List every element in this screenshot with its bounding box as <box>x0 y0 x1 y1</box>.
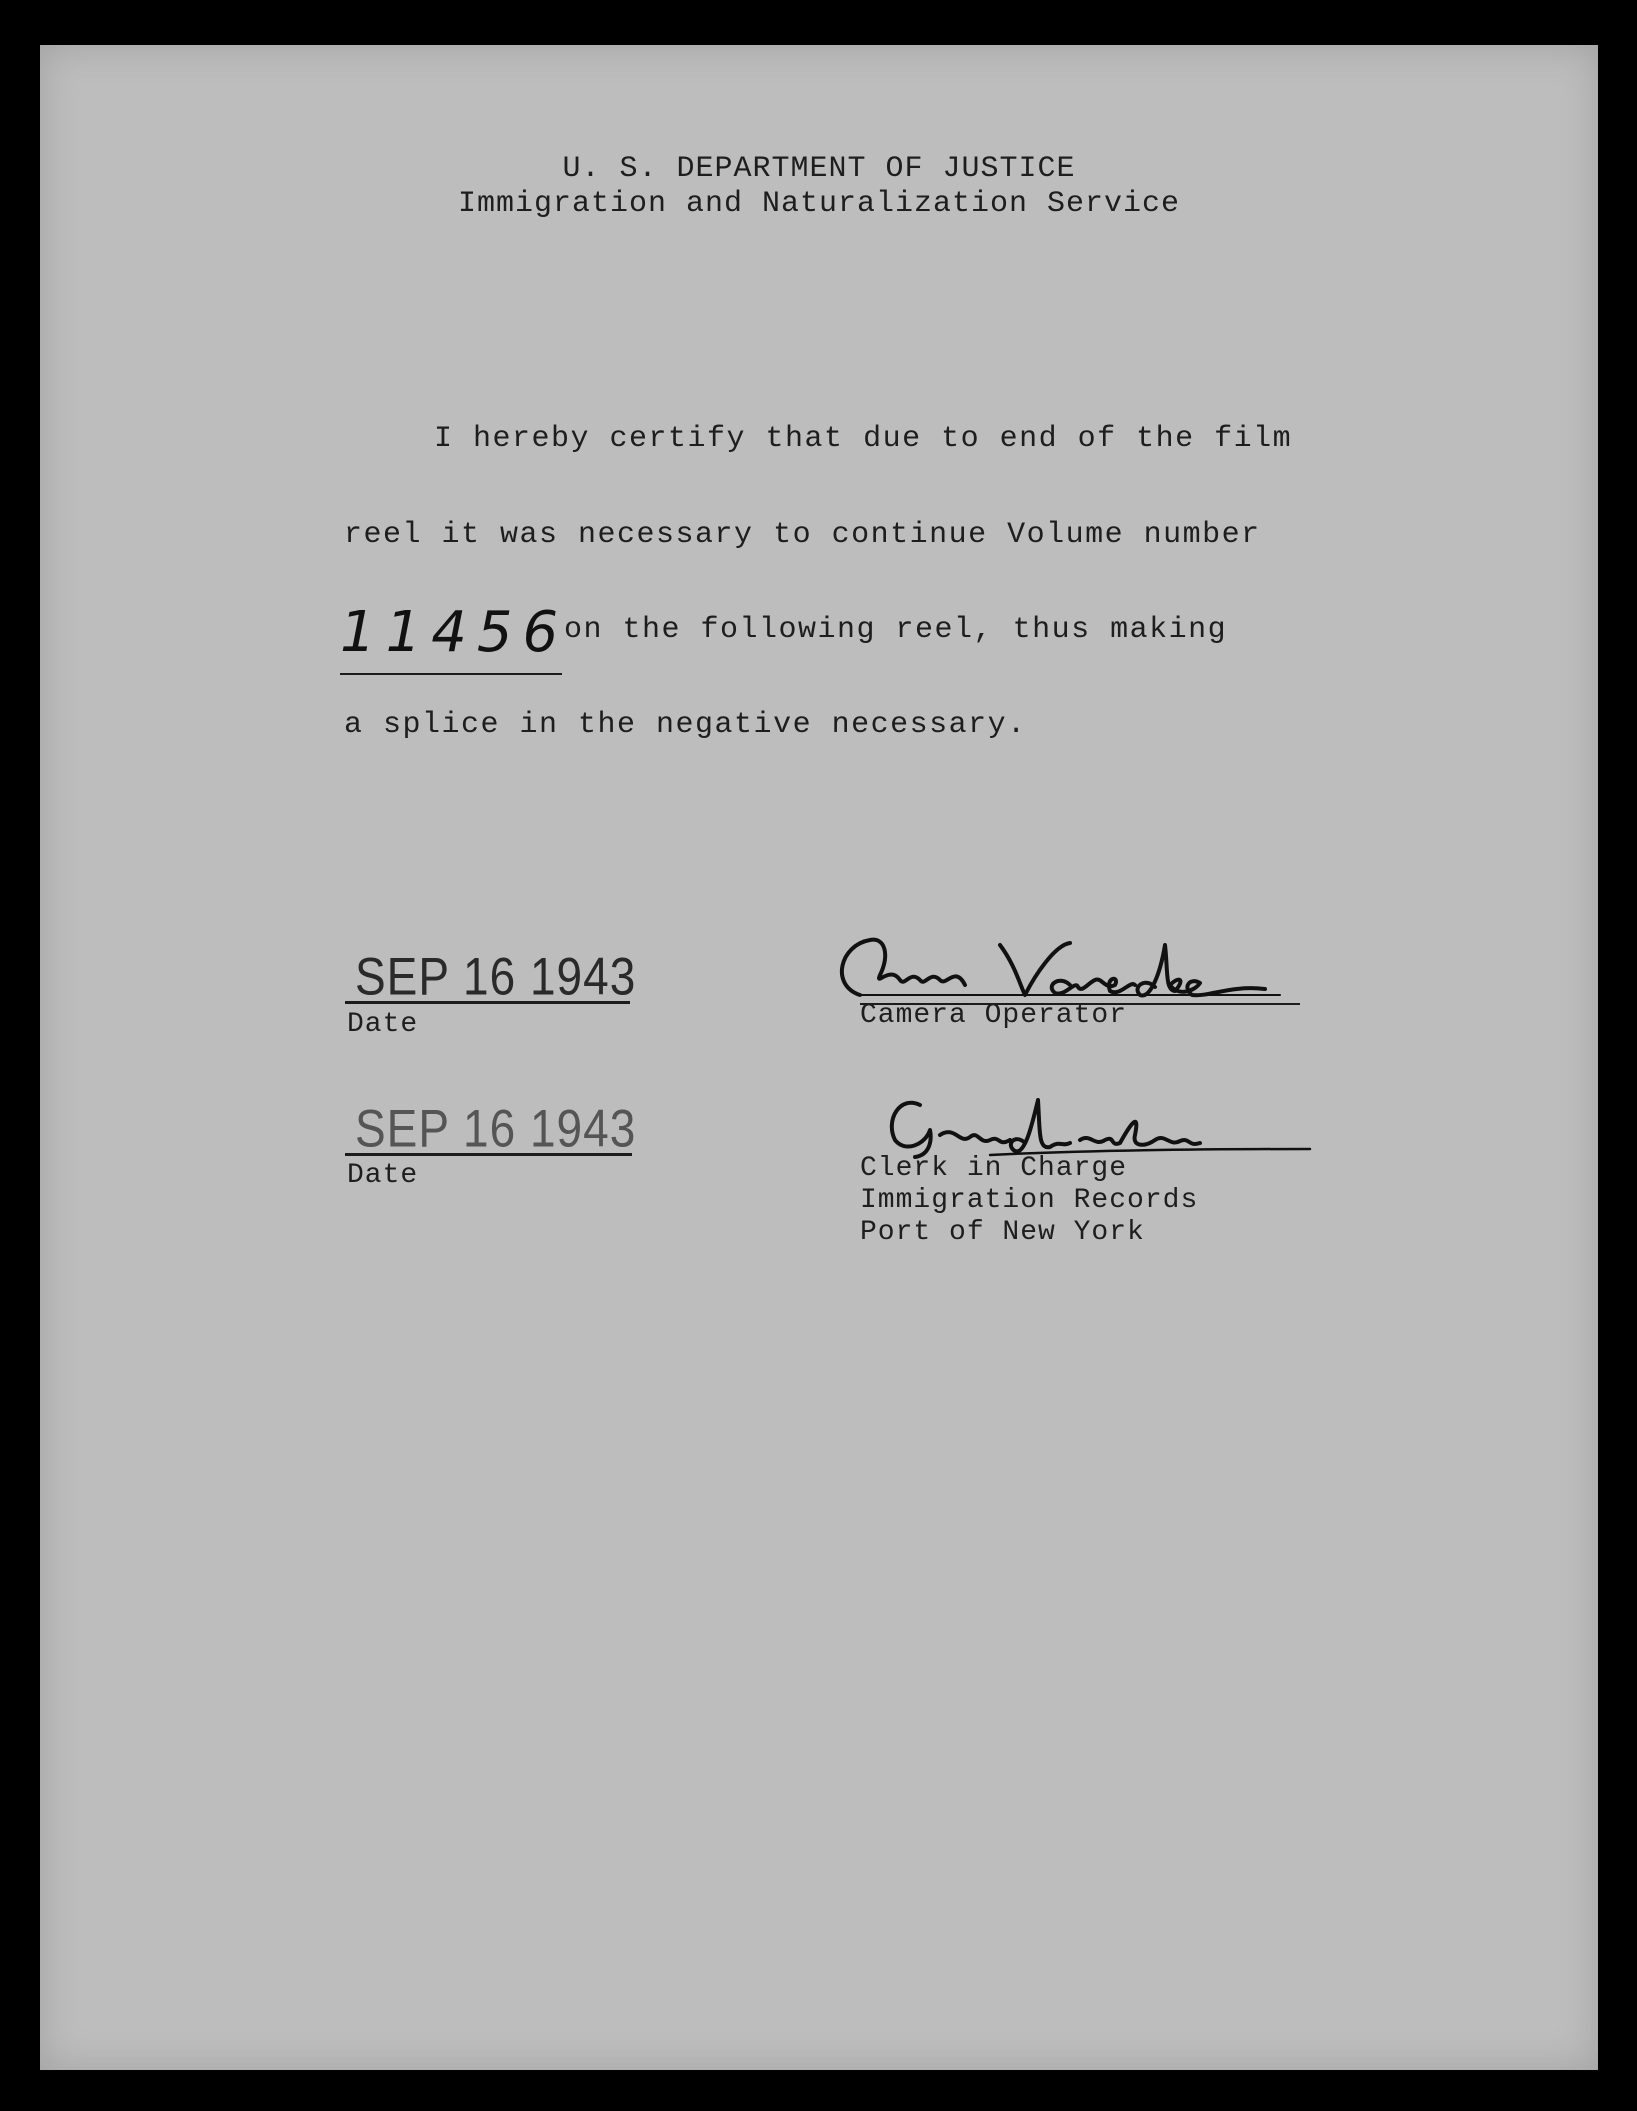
certification-line-4: a splice in the negative necessary. <box>344 708 1027 742</box>
title-camera-operator: Camera Operator <box>860 1000 1128 1031</box>
date-label-2: Date <box>347 1160 419 1191</box>
date-line-1 <box>345 1001 630 1004</box>
document-page <box>40 45 1598 2070</box>
date-line-2 <box>345 1153 632 1156</box>
title-immigration-records: Immigration Records <box>860 1185 1199 1216</box>
title-port-of-new-york: Port of New York <box>860 1217 1145 1248</box>
date-label-1: Date <box>347 1009 419 1040</box>
title-clerk-in-charge: Clerk in Charge <box>860 1153 1128 1184</box>
certification-line-3: on the following reel, thus making <box>564 613 1228 647</box>
signature-geo-becker <box>870 1085 1330 1160</box>
date-stamp-2: SEP 16 1943 <box>355 1098 637 1158</box>
service-heading: Immigration and Naturalization Service <box>457 187 1181 221</box>
agency-heading: U. S. DEPARTMENT OF JUSTICE <box>562 152 1076 186</box>
volume-number-underline <box>340 673 562 675</box>
certification-line-1: I hereby certify that due to end of the film <box>434 422 1293 456</box>
date-stamp-1: SEP 16 1943 <box>355 946 637 1006</box>
certification-line-2: reel it was necessary to continue Volume number <box>344 518 1261 552</box>
volume-number-handwritten: 11456 <box>340 600 569 665</box>
